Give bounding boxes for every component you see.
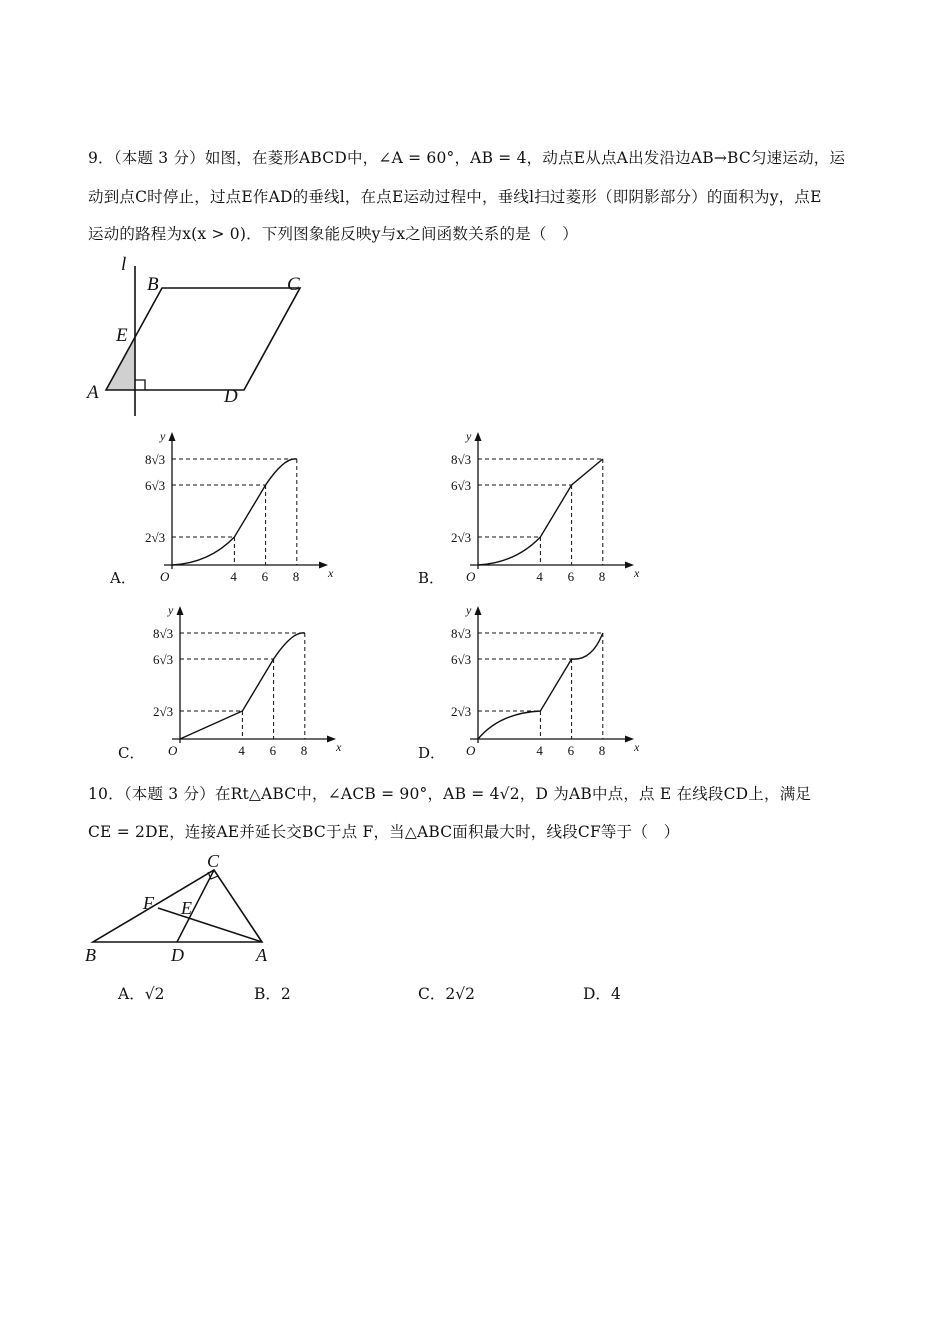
origin-label: O xyxy=(168,743,178,758)
function-curve xyxy=(478,459,603,565)
x-tick-label: 4 xyxy=(238,743,245,758)
q9-text-line1: 9．（本题 3 分）如图，在菱形ABCD中，∠A = 60°，AB = 4，动点E从点A出发沿边AB→BC匀速运动，运 xyxy=(88,149,846,167)
option-label: A． xyxy=(118,985,145,1003)
q9-choice-graph-c xyxy=(118,602,342,758)
y-axis-arrow xyxy=(475,606,482,615)
q9-text-line3: 运动的路程为x(x > 0)．下列图象能反映y与x之间函数关系的是（ ） xyxy=(88,225,578,243)
y-axis-arrow xyxy=(177,606,184,615)
label-C: C xyxy=(207,851,220,871)
q9-text-line2: 动到点C时停止，过点E作AD的垂线l，在点E运动过程中，垂线l扫过菱形（即阴影部分）的面积为y，点E xyxy=(88,188,822,206)
y-tick-label: 8√3 xyxy=(451,626,472,641)
option-value: 2√2 xyxy=(445,985,475,1003)
q9-choice-graph-b xyxy=(416,428,640,584)
q10-text-line1: 10．（本题 3 分）在Rt△ABC中，∠ACB = 90°，AB = 4√2，D 为AB中点，点 E 在线段CD上，满足 xyxy=(88,785,812,803)
y-tick-label: 2√3 xyxy=(451,704,472,719)
origin-label: O xyxy=(466,569,476,584)
q10-option-b[interactable] xyxy=(254,982,291,1004)
label-B: B xyxy=(147,274,159,295)
function-curve xyxy=(478,633,603,739)
option-value: √2 xyxy=(144,985,165,1003)
q10-triangle-figure xyxy=(80,848,280,968)
q9-choice-graph-a xyxy=(110,428,334,584)
label-E: E xyxy=(116,325,128,346)
x-axis-arrow xyxy=(327,736,336,743)
origin-label: O xyxy=(160,569,170,584)
function-curve xyxy=(172,459,297,565)
label-B: B xyxy=(85,945,96,965)
x-tick-label: 6 xyxy=(567,569,575,584)
label-E: E xyxy=(181,898,192,918)
option-value: 2 xyxy=(280,985,291,1003)
origin-label: O xyxy=(466,743,476,758)
segment-af xyxy=(158,908,262,942)
x-tick-label: 6 xyxy=(567,743,575,758)
x-tick-label: 8 xyxy=(292,569,300,584)
q9-choice-label-a[interactable]: A． xyxy=(110,569,136,587)
label-A: A xyxy=(256,945,267,965)
x-axis-label: x xyxy=(634,740,640,754)
option-label: D． xyxy=(583,985,611,1003)
x-tick-label: 4 xyxy=(536,743,543,758)
q9-choice-label-b[interactable]: B． xyxy=(418,569,445,587)
y-tick-label: 8√3 xyxy=(145,452,166,467)
y-axis-label: y xyxy=(466,603,472,617)
y-tick-label: 6√3 xyxy=(153,652,174,667)
q9-choice-label-d[interactable]: D． xyxy=(418,744,446,762)
y-tick-label: 6√3 xyxy=(451,652,472,667)
y-tick-label: 8√3 xyxy=(153,626,174,641)
x-tick-label: 8 xyxy=(300,743,308,758)
x-tick-label: 4 xyxy=(230,569,237,584)
label-l: l xyxy=(121,254,127,275)
y-axis-label: y xyxy=(160,429,166,443)
label-F: F xyxy=(143,893,154,913)
x-axis-arrow xyxy=(625,562,634,569)
y-axis-label: y xyxy=(168,603,174,617)
q9-choice-graph-d xyxy=(416,602,640,758)
x-axis-arrow xyxy=(625,736,634,743)
x-axis-arrow xyxy=(319,562,328,569)
x-axis-label: x xyxy=(336,740,342,754)
x-axis-label: x xyxy=(634,566,640,580)
q10-option-c[interactable] xyxy=(418,982,475,1004)
y-tick-label: 2√3 xyxy=(451,530,472,545)
y-tick-label: 8√3 xyxy=(451,452,472,467)
right-angle-mark xyxy=(135,380,145,390)
q9-choice-label-c[interactable]: C． xyxy=(118,744,145,762)
label-C: C xyxy=(287,274,300,295)
triangle-abc xyxy=(93,870,262,942)
y-tick-label: 6√3 xyxy=(145,478,166,493)
label-D: D xyxy=(224,386,238,407)
y-axis-arrow xyxy=(169,432,176,441)
y-tick-label: 2√3 xyxy=(145,530,166,545)
q9-rhombus-figure xyxy=(80,248,320,418)
x-tick-label: 6 xyxy=(269,743,277,758)
option-value: 4 xyxy=(610,985,621,1003)
y-axis-arrow xyxy=(475,432,482,441)
x-tick-label: 8 xyxy=(598,569,606,584)
x-tick-label: 8 xyxy=(598,743,606,758)
q10-option-d[interactable] xyxy=(583,982,621,1004)
q10-option-a[interactable] xyxy=(118,982,164,1004)
option-label: B． xyxy=(254,985,281,1003)
y-tick-label: 2√3 xyxy=(153,704,174,719)
label-A: A xyxy=(87,382,99,403)
x-axis-label: x xyxy=(328,566,334,580)
label-D: D xyxy=(171,945,184,965)
function-curve xyxy=(180,633,305,739)
x-tick-label: 4 xyxy=(536,569,543,584)
y-tick-label: 6√3 xyxy=(451,478,472,493)
q10-text-line2: CE = 2DE，连接AE并延长交BC于点 F，当△ABC面积最大时，线段CF等于（ ） xyxy=(88,823,680,841)
option-label: C． xyxy=(418,985,446,1003)
x-tick-label: 6 xyxy=(261,569,269,584)
y-axis-label: y xyxy=(466,429,472,443)
